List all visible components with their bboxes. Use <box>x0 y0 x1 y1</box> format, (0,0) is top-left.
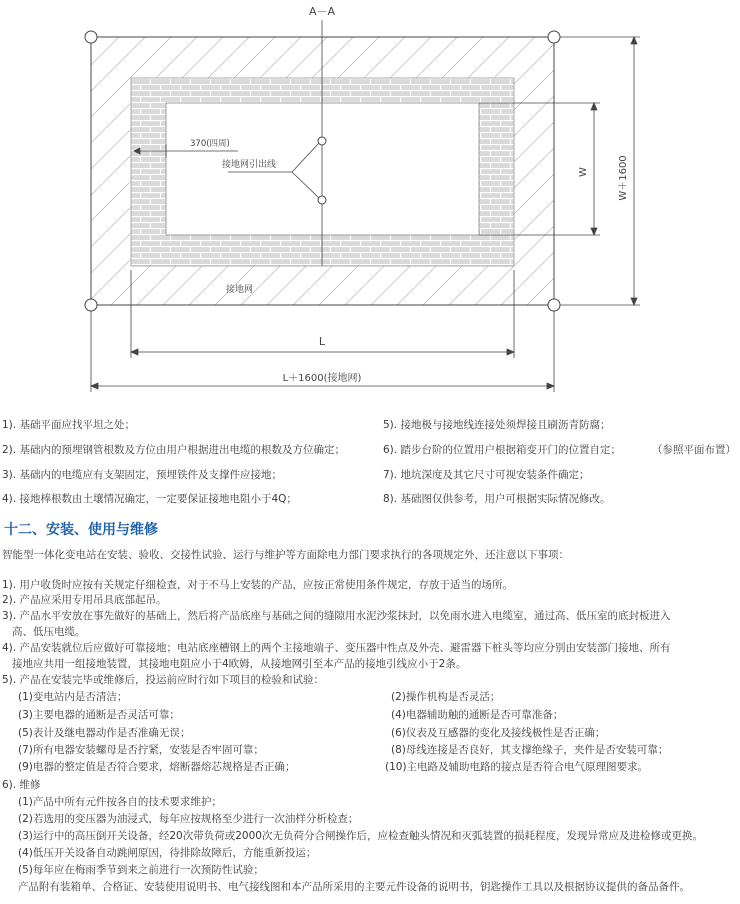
maint-5: (5)每年应在梅雨季节到来之前进行一次预防性试验； <box>18 864 264 876</box>
maint-1: (1)产品中所有元件按各自的技术要求维护； <box>18 796 222 808</box>
maint-head: 6). 维修 <box>2 779 41 791</box>
ground-lead-point <box>318 196 326 204</box>
dim-l-label: L <box>318 335 326 348</box>
check-7: (7)所有电器安装螺母是否拧紧，安装是否牢固可靠； <box>18 744 264 756</box>
note-5: 5). 接地极与接地线连接处须焊接且刷沥青防腐； <box>383 419 611 431</box>
dim-370-label: 370(四周) <box>190 139 230 149</box>
check-3: (3)主要电器的通断是否灵活可靠； <box>18 709 180 721</box>
closing-note: 产品附有装箱单、合格证、安装使用说明书、电气接线图和本产品所采用的主要元件设备的说明书，钥匙操作工具以及根据协议提供的备品备件。 <box>18 881 690 893</box>
check-2: (2)操作机构是否灵活； <box>391 691 501 703</box>
dim-w1600-label: W＋1600 <box>618 155 629 201</box>
maint-3: (3)运行中的高压倒开关设备，经20次带负荷或2000次无负荷分合闸操作后，应检查触头情况和灭弧装置的损耗程度，发现异常应及进检修或更换。 <box>18 830 703 842</box>
ground-grid-label: 接地网 <box>226 285 254 295</box>
note-8: 8). 基础图仅供参考，用户可根据实际情况修改。 <box>383 493 611 505</box>
ground-lead-label: 接地网引出线 <box>222 160 277 170</box>
check-8: (8)母线连接是否良好，其支撑绝缘子，夹件是否安装可靠； <box>391 744 669 756</box>
ground-rod <box>548 299 560 311</box>
foundation-diagram <box>0 0 740 400</box>
check-10: (10)主电路及辅助电路的接点是否符合电气原理图要求。 <box>385 761 649 773</box>
item-3-cont: 高、低压电缆。 <box>12 626 86 638</box>
note-1: 1). 基础平面应找平坦之处； <box>2 419 135 431</box>
maint-4: (4)低压开关设备自动跳闸原因，待排除故障后，方能重新投运； <box>18 847 317 859</box>
dim-l1600-label: L＋1600(接地网) <box>282 373 362 384</box>
note-6: 6). 踏步台阶的位置用户根据箱变开门的位置自定； <box>383 444 621 456</box>
note-2: 2). 基础内的预埋钢管根数及方位由用户根据进出电缆的根数及方位确定； <box>2 444 345 456</box>
note-4: 4). 接地棒根数由土壤情况确定，一定要保证接地电阻小于4Q； <box>2 493 297 505</box>
check-9: (9)电器的整定值是否符合要求，熔断器熔芯规格是否正确； <box>18 761 296 773</box>
item-4-cont: 接地应共用一组接地装置，其接地电阻应小于4欧姆，从接地网引至本产品的接地引线应小于2条。 <box>12 658 467 670</box>
note-6-ref: （参照平面布置） <box>652 444 736 456</box>
item-3: 3). 产品水平安放在事先做好的基础上，然后将产品底座与基础之间的缝隙用水泥沙浆抹封，以免雨水进入电缆室，通过高、低压室的底封板进入 <box>2 610 671 622</box>
item-5: 5). 产品在安装完毕或维修后，投运前应时行如下项目的检验和试验： <box>2 674 324 686</box>
section-label: A－A <box>308 5 336 18</box>
check-4: (4)电器辅助触的通断是否可靠准备； <box>391 709 564 721</box>
check-5: (5)表计及继电器动作是否准确无误； <box>18 727 191 739</box>
foundation-interior <box>166 103 479 235</box>
item-1: 1). 用户收货时应按有关规定仔细检查，对于不马上安装的产品，应按正常使用条件规定，存放于适当的场所。 <box>2 579 513 591</box>
note-3: 3). 基础内的电缆应有支架固定，预埋铁件及支撑件应接地； <box>2 469 282 481</box>
ground-lead-point <box>318 137 326 145</box>
item-2: 2). 产品应采用专用吊具底部起吊。 <box>2 594 167 606</box>
dim-w-label: W <box>578 167 589 177</box>
ground-rod <box>85 31 97 43</box>
section-title: 十二、安装、使用与维修 <box>4 522 158 538</box>
item-4: 4). 产品安装就位后应做好可靠接地；电站底座槽钢上的两个主接地端子、变压器中性点及外壳、避雷器下桩头等均应分别由安装部门接地、所有 <box>2 642 671 654</box>
check-1: (1)变电站内是否清洁； <box>18 691 128 703</box>
check-6: (6)仪表及互感器的变化及接线极性是否正确； <box>391 727 606 739</box>
section-intro: 智能型一体化变电站在安装、验收、交接性试验、运行与维护等方面除电力部门要求执行的各项规定外，还注意以下事项： <box>2 549 569 561</box>
note-7: 7). 地坑深度及其它尺寸可视安装条件确定； <box>383 469 590 481</box>
ground-rod <box>548 31 560 43</box>
ground-rod <box>85 299 97 311</box>
maint-2: (2)若选用的变压器为油浸式，每年应按规格至少进行一次油样分析检查； <box>18 813 359 825</box>
